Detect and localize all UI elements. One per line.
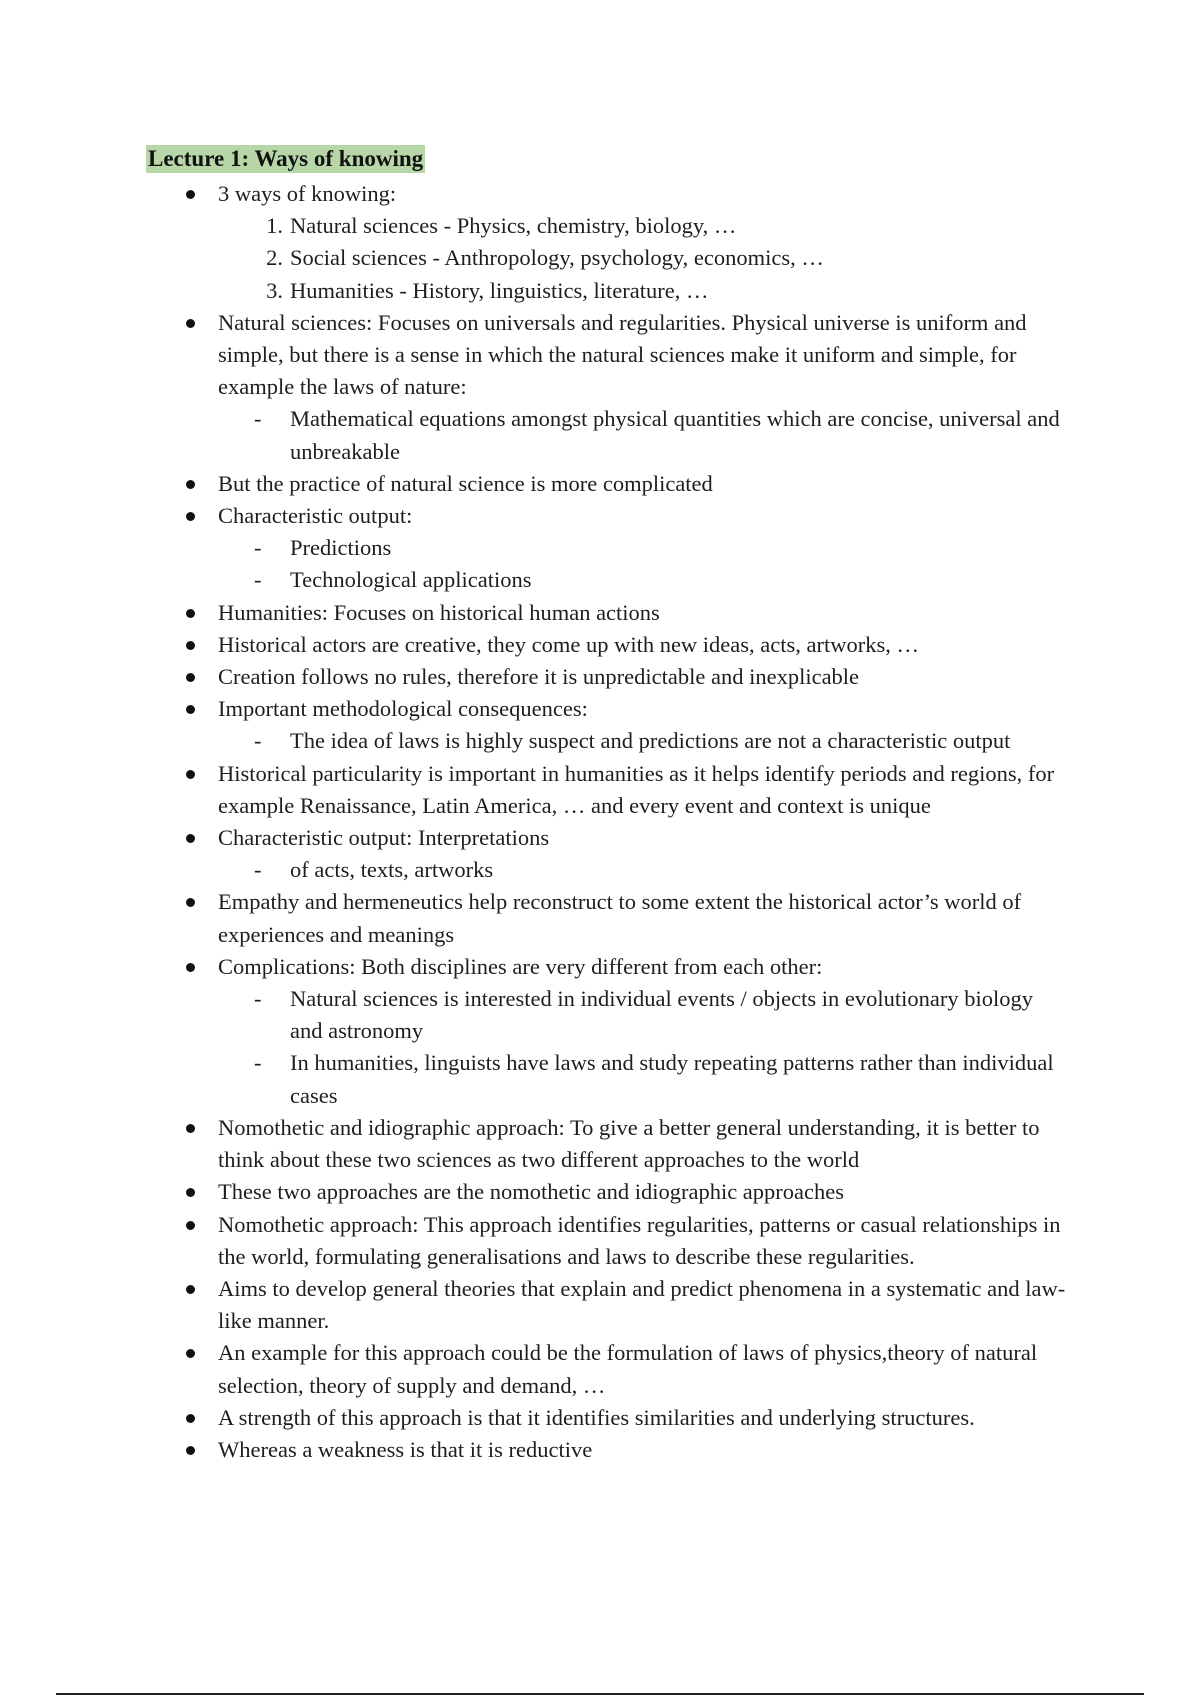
bullet-dot-icon bbox=[186, 641, 195, 650]
dash-subitem bbox=[146, 532, 1066, 564]
bullet-item bbox=[146, 951, 1066, 983]
bullet-dot-icon bbox=[186, 963, 195, 972]
bullet-item bbox=[146, 1209, 1066, 1273]
dash-marker: - bbox=[254, 1050, 262, 1076]
list-number: 2. bbox=[266, 245, 283, 271]
bullet-text: These two approaches are the nomothetic and idiographic approaches bbox=[218, 1179, 845, 1205]
bullet-text: Humanities: Focuses on historical human actions bbox=[218, 599, 660, 625]
bullet-dot-icon bbox=[186, 1188, 195, 1197]
bullet-dot-icon bbox=[186, 770, 195, 779]
bullet-dot-icon bbox=[186, 705, 195, 714]
bullet-item bbox=[146, 468, 1066, 500]
numbered-subitem bbox=[146, 210, 1066, 242]
bullet-item bbox=[146, 597, 1066, 629]
lecture-title: Lecture 1: Ways of knowing bbox=[148, 146, 424, 171]
bullet-text: Complications: Both disciplines are very different from each other: bbox=[218, 953, 823, 979]
bullet-item bbox=[146, 178, 1066, 210]
subitem-text: In humanities, linguists have laws and study repeating patterns rather than individual cases bbox=[290, 1050, 1054, 1108]
bullet-text: Historical actors are creative, they come up with new ideas, acts, artworks, … bbox=[218, 631, 919, 657]
bullet-text: Characteristic output: Interpretations bbox=[218, 825, 550, 851]
bullet-text: Nomothetic approach: This approach identifies regularities, patterns or casual relationships in the world, formulating generalisations and laws to describe these regularities. bbox=[218, 1211, 1061, 1269]
bullet-item bbox=[146, 886, 1066, 950]
bullet-text: Historical particularity is important in humanities as it helps identify periods and regions, for example Renaissance, Latin America, … and every event and context is unique bbox=[218, 760, 1055, 818]
bullet-text: A strength of this approach is that it identifies similarities and underlying structures. bbox=[218, 1404, 975, 1430]
notes-list bbox=[146, 178, 1066, 1466]
dash-subitem bbox=[146, 403, 1066, 467]
bullet-text: Aims to develop general theories that explain and predict phenomena in a systematic and law-like manner. bbox=[218, 1275, 1066, 1334]
bullet-text: Natural sciences: Focuses on universals and regularities. Physical universe is uniform and simple, but there is a sense in which the natural sciences make it uniform and simple, for example the laws of nature: bbox=[218, 309, 1027, 400]
bullet-item bbox=[146, 1337, 1066, 1401]
page-divider bbox=[56, 1693, 1144, 1695]
bullet-item bbox=[146, 693, 1066, 725]
bullet-item bbox=[146, 1176, 1066, 1208]
subitem-text: Social sciences - Anthropology, psychology, economics, … bbox=[290, 245, 824, 271]
dash-marker: - bbox=[254, 567, 262, 593]
subitem-text: Humanities - History, linguistics, literature, … bbox=[290, 277, 709, 303]
bullet-item bbox=[146, 758, 1066, 822]
bullet-dot-icon bbox=[186, 609, 195, 618]
title-container bbox=[146, 145, 425, 173]
bullet-dot-icon bbox=[186, 898, 195, 907]
bullet-item bbox=[146, 1434, 1066, 1466]
bullet-item bbox=[146, 1273, 1066, 1337]
bullet-text: Creation follows no rules, therefore it is unpredictable and inexplicable bbox=[218, 664, 860, 690]
subitem-text: The idea of laws is highly suspect and predictions are not a characteristic output bbox=[290, 728, 1011, 754]
dash-subitem bbox=[146, 564, 1066, 596]
bullet-dot-icon bbox=[186, 512, 195, 521]
bullet-item bbox=[146, 661, 1066, 693]
bullet-item bbox=[146, 629, 1066, 661]
bullet-text: But the practice of natural science is more complicated bbox=[218, 470, 713, 496]
dash-marker: - bbox=[254, 986, 262, 1012]
bullet-item bbox=[146, 1112, 1066, 1176]
subitem-text: Predictions bbox=[290, 535, 392, 561]
dash-subitem bbox=[146, 725, 1066, 757]
bullet-item bbox=[146, 822, 1066, 854]
bullet-text: Nomothetic and idiographic approach: To give a better general understanding, it is better to think about these two sciences as two different approaches to the world bbox=[218, 1114, 1040, 1173]
bullet-dot-icon bbox=[186, 673, 195, 682]
dash-marker: - bbox=[254, 535, 262, 561]
subitem-text: of acts, texts, artworks bbox=[290, 857, 494, 883]
bullet-text: Empathy and hermeneutics help reconstruct to some extent the historical actor’s world of experiences and meanings bbox=[218, 889, 1022, 947]
bullet-dot-icon bbox=[186, 480, 195, 489]
subitem-text: Natural sciences is interested in individual events / objects in evolutionary biology and astronomy bbox=[290, 986, 1033, 1044]
bullet-dot-icon bbox=[186, 190, 195, 199]
dash-marker: - bbox=[254, 857, 262, 883]
dash-marker: - bbox=[254, 406, 262, 432]
bullet-dot-icon bbox=[186, 319, 195, 328]
list-number: 3. bbox=[266, 277, 283, 303]
bullet-dot-icon bbox=[186, 1446, 195, 1455]
subitem-text: Technological applications bbox=[290, 567, 532, 593]
bullet-item bbox=[146, 307, 1066, 404]
dash-subitem bbox=[146, 854, 1066, 886]
bullet-dot-icon bbox=[186, 1124, 195, 1133]
bullet-item bbox=[146, 1402, 1066, 1434]
bullet-text: An example for this approach could be the formulation of laws of physics,theory of natural selection, theory of supply and demand, … bbox=[218, 1340, 1038, 1398]
bullet-dot-icon bbox=[186, 1414, 195, 1423]
bullet-text: 3 ways of knowing: bbox=[218, 181, 397, 206]
bullet-dot-icon bbox=[186, 834, 195, 843]
bullet-text: Whereas a weakness is that it is reductive bbox=[218, 1436, 593, 1462]
bullet-text: Important methodological consequences: bbox=[218, 696, 588, 722]
bullet-item bbox=[146, 500, 1066, 532]
bullet-dot-icon bbox=[186, 1285, 195, 1294]
bullet-dot-icon bbox=[186, 1221, 195, 1230]
dash-subitem bbox=[146, 1047, 1066, 1111]
bullet-text: Characteristic output: bbox=[218, 503, 413, 529]
numbered-subitem bbox=[146, 242, 1066, 274]
list-number: 1. bbox=[266, 213, 283, 239]
dash-subitem bbox=[146, 983, 1066, 1047]
subitem-text: Mathematical equations amongst physical quantities which are concise, universal and unbreakable bbox=[290, 406, 1060, 464]
dash-marker: - bbox=[254, 728, 262, 754]
subitem-text: Natural sciences - Physics, chemistry, biology, … bbox=[290, 213, 737, 239]
numbered-subitem bbox=[146, 275, 1066, 307]
bullet-dot-icon bbox=[186, 1349, 195, 1358]
